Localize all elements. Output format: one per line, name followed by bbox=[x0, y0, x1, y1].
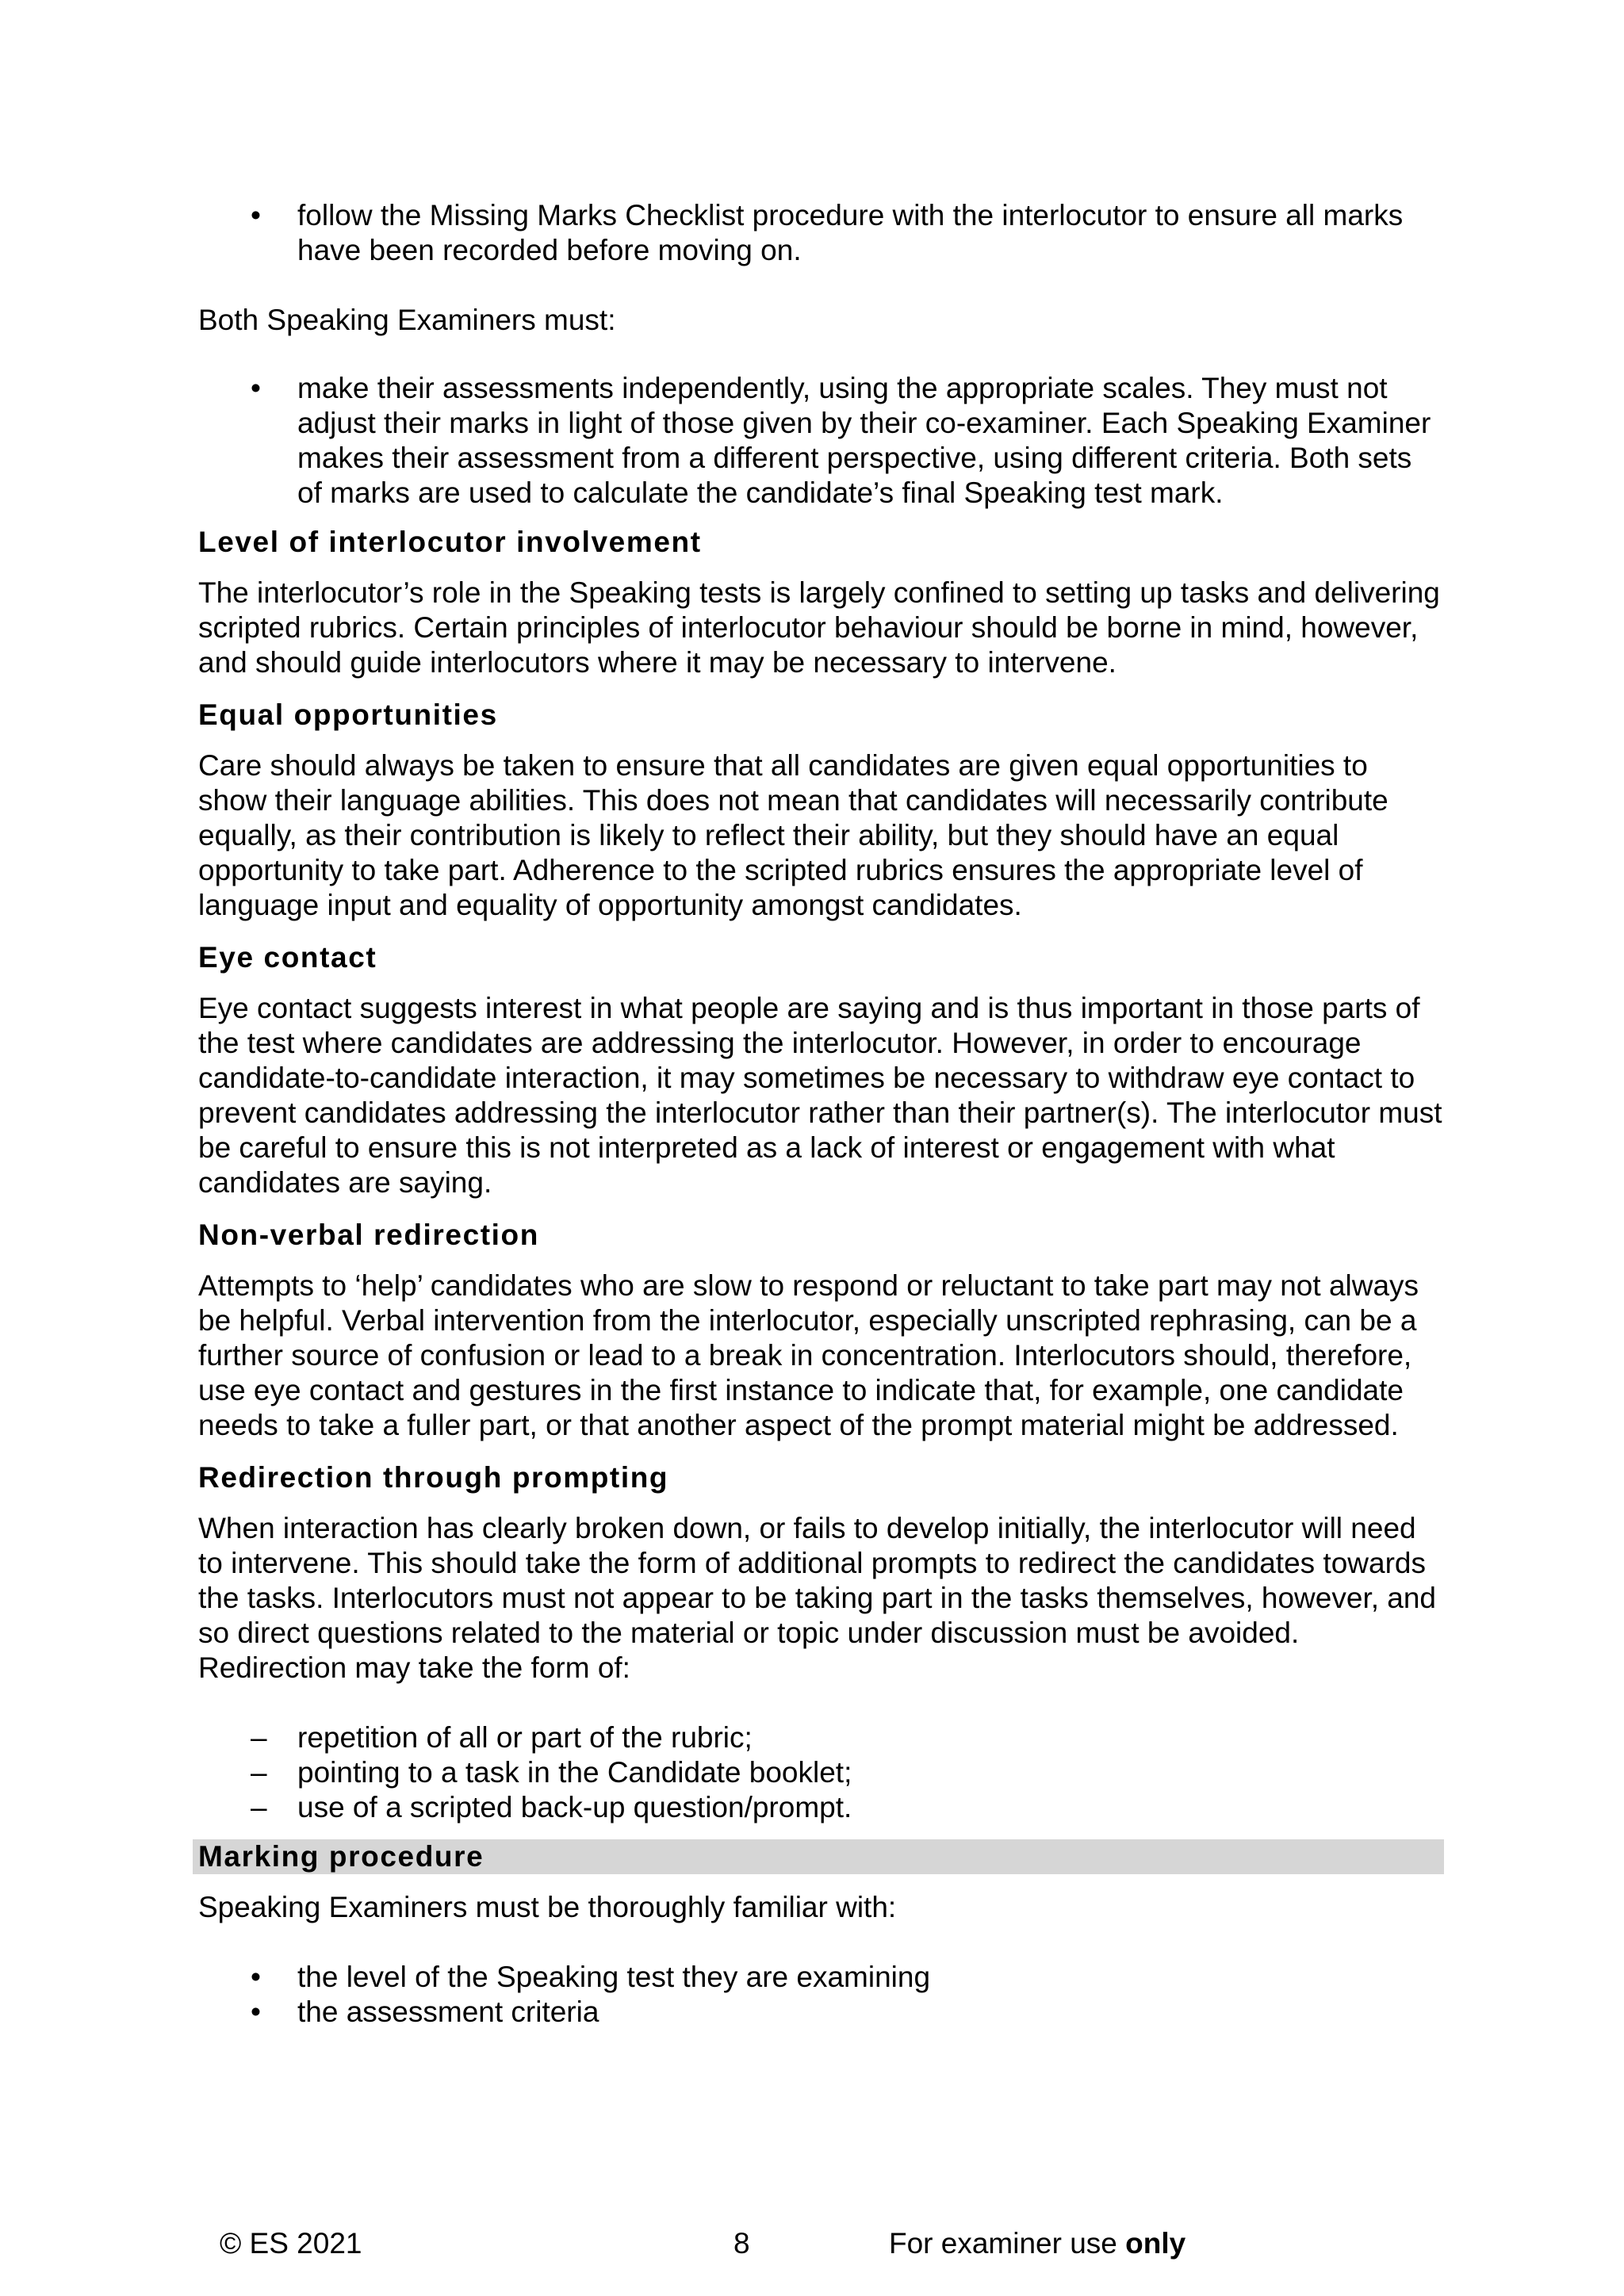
list-item: • follow the Missing Marks Checklist procedure with the interlocutor to ensure all marks have been recorded before moving on. bbox=[251, 199, 1404, 266]
dash-marker: – bbox=[251, 1721, 267, 1754]
section-heading-marking-procedure: Marking procedure bbox=[193, 1839, 1444, 1874]
section-heading-equal-opportunities: Equal opportunities bbox=[198, 698, 498, 731]
list-item: – pointing to a task in the Candidate booklet; bbox=[251, 1756, 852, 1789]
top-bullet-list bbox=[198, 198, 1443, 268]
list-item: • make their assessments independently, using the appropriate scales. They must not adjust their marks in light of those given by their co-examiner. Each Speaking Examiner makes their assessment from a different perspective, using different criteria. Both sets of marks are used to calculate the candidate’s final Speaking test mark. bbox=[251, 372, 1431, 509]
list-item: – use of a scripted back-up question/prompt. bbox=[251, 1791, 852, 1823]
dash-marker: – bbox=[251, 1756, 267, 1789]
footer-usage-note: For examiner use only bbox=[889, 2227, 1186, 2260]
section-heading-non-verbal-redirection: Non-verbal redirection bbox=[198, 1219, 539, 1251]
section-text-redirection-prompting: When interaction has clearly broken down, or fails to develop initially, the interlocutor will need to intervene. This should take the form of additional prompts to redirect the candidates towards the tasks. Interlocutors must not appear to be taking part in the tasks themselves, however, and so direct questions related to the material or topic under discussion must be avoided. Redirection may take the form of: bbox=[198, 1512, 1437, 1684]
section-text-equal-opportunities: Care should always be taken to ensure that all candidates are given equal opportunities to show their language abilities. This does not mean that candidates will necessarily contribute equally, as their contribution is likely to reflect their ability, but they should have an equal opportunity to take part. Adherence to the scripted rubrics ensures the appropriate level of language input and equality of opportunity amongst candidates. bbox=[198, 749, 1388, 921]
both-examiners-intro: Both Speaking Examiners must: bbox=[198, 304, 616, 336]
section-text-non-verbal-redirection: Attempts to ‘help’ candidates who are slow to respond or reluctant to take part may not always be helpful. Verbal intervention from the interlocutor, especially unscripted rephrasing, can be a further source of confusion or lead to a break in concentration. Interlocutors should, therefore, use eye contact and gestures in the first instance to indicate that, for example, one candidate needs to take a fuller part, or that another aspect of the prompt material might be addressed. bbox=[198, 1269, 1419, 1441]
page-content bbox=[198, 198, 1443, 2030]
section-text-marking-procedure: Speaking Examiners must be thoroughly familiar with: bbox=[198, 1891, 897, 1923]
section-heading-eye-contact: Eye contact bbox=[198, 941, 377, 974]
bullet-marker: • bbox=[251, 1996, 261, 2028]
section-text-eye-contact: Eye contact suggests interest in what people are saying and is thus important in those parts of the test where candidates are addressing the interlocutor. However, in order to encourage candidate-to-candidate interaction, it may sometimes be necessary to withdraw eye contact to prevent candidates addressing the interlocutor rather than their partner(s). The interlocutor must be careful to ensure this is not interpreted as a lack of interest or engagement with what candidates are saying. bbox=[198, 992, 1442, 1199]
section-text-involvement: The interlocutor’s role in the Speaking tests is largely confined to setting up tasks and delivering scripted rubrics. Certain principles of interlocutor behaviour should be borne in mind, however, and should guide interlocutors where it may be necessary to intervene. bbox=[198, 576, 1440, 679]
bullet-marker: • bbox=[251, 372, 261, 404]
footer-copyright: © ES 2021 bbox=[220, 2227, 362, 2260]
bullet-marker: • bbox=[251, 199, 261, 232]
section-heading-redirection-prompting: Redirection through prompting bbox=[198, 1461, 669, 1494]
section-heading-involvement: Level of interlocutor involvement bbox=[198, 526, 702, 558]
dash-marker: – bbox=[251, 1791, 267, 1823]
footer-page-number: 8 bbox=[733, 2227, 750, 2260]
list-item: • the level of the Speaking test they are examining bbox=[251, 1961, 931, 1993]
bullet-marker: • bbox=[251, 1961, 261, 1993]
footer-usage-emphasis: only bbox=[1125, 2227, 1186, 2260]
both-examiners-bullet-list bbox=[198, 371, 1443, 511]
list-item: • the assessment criteria bbox=[251, 1996, 599, 2028]
list-item: – repetition of all or part of the rubric; bbox=[251, 1721, 753, 1754]
marking-bullet-list bbox=[198, 1960, 1443, 2030]
redirection-dash-list bbox=[198, 1720, 1443, 1825]
